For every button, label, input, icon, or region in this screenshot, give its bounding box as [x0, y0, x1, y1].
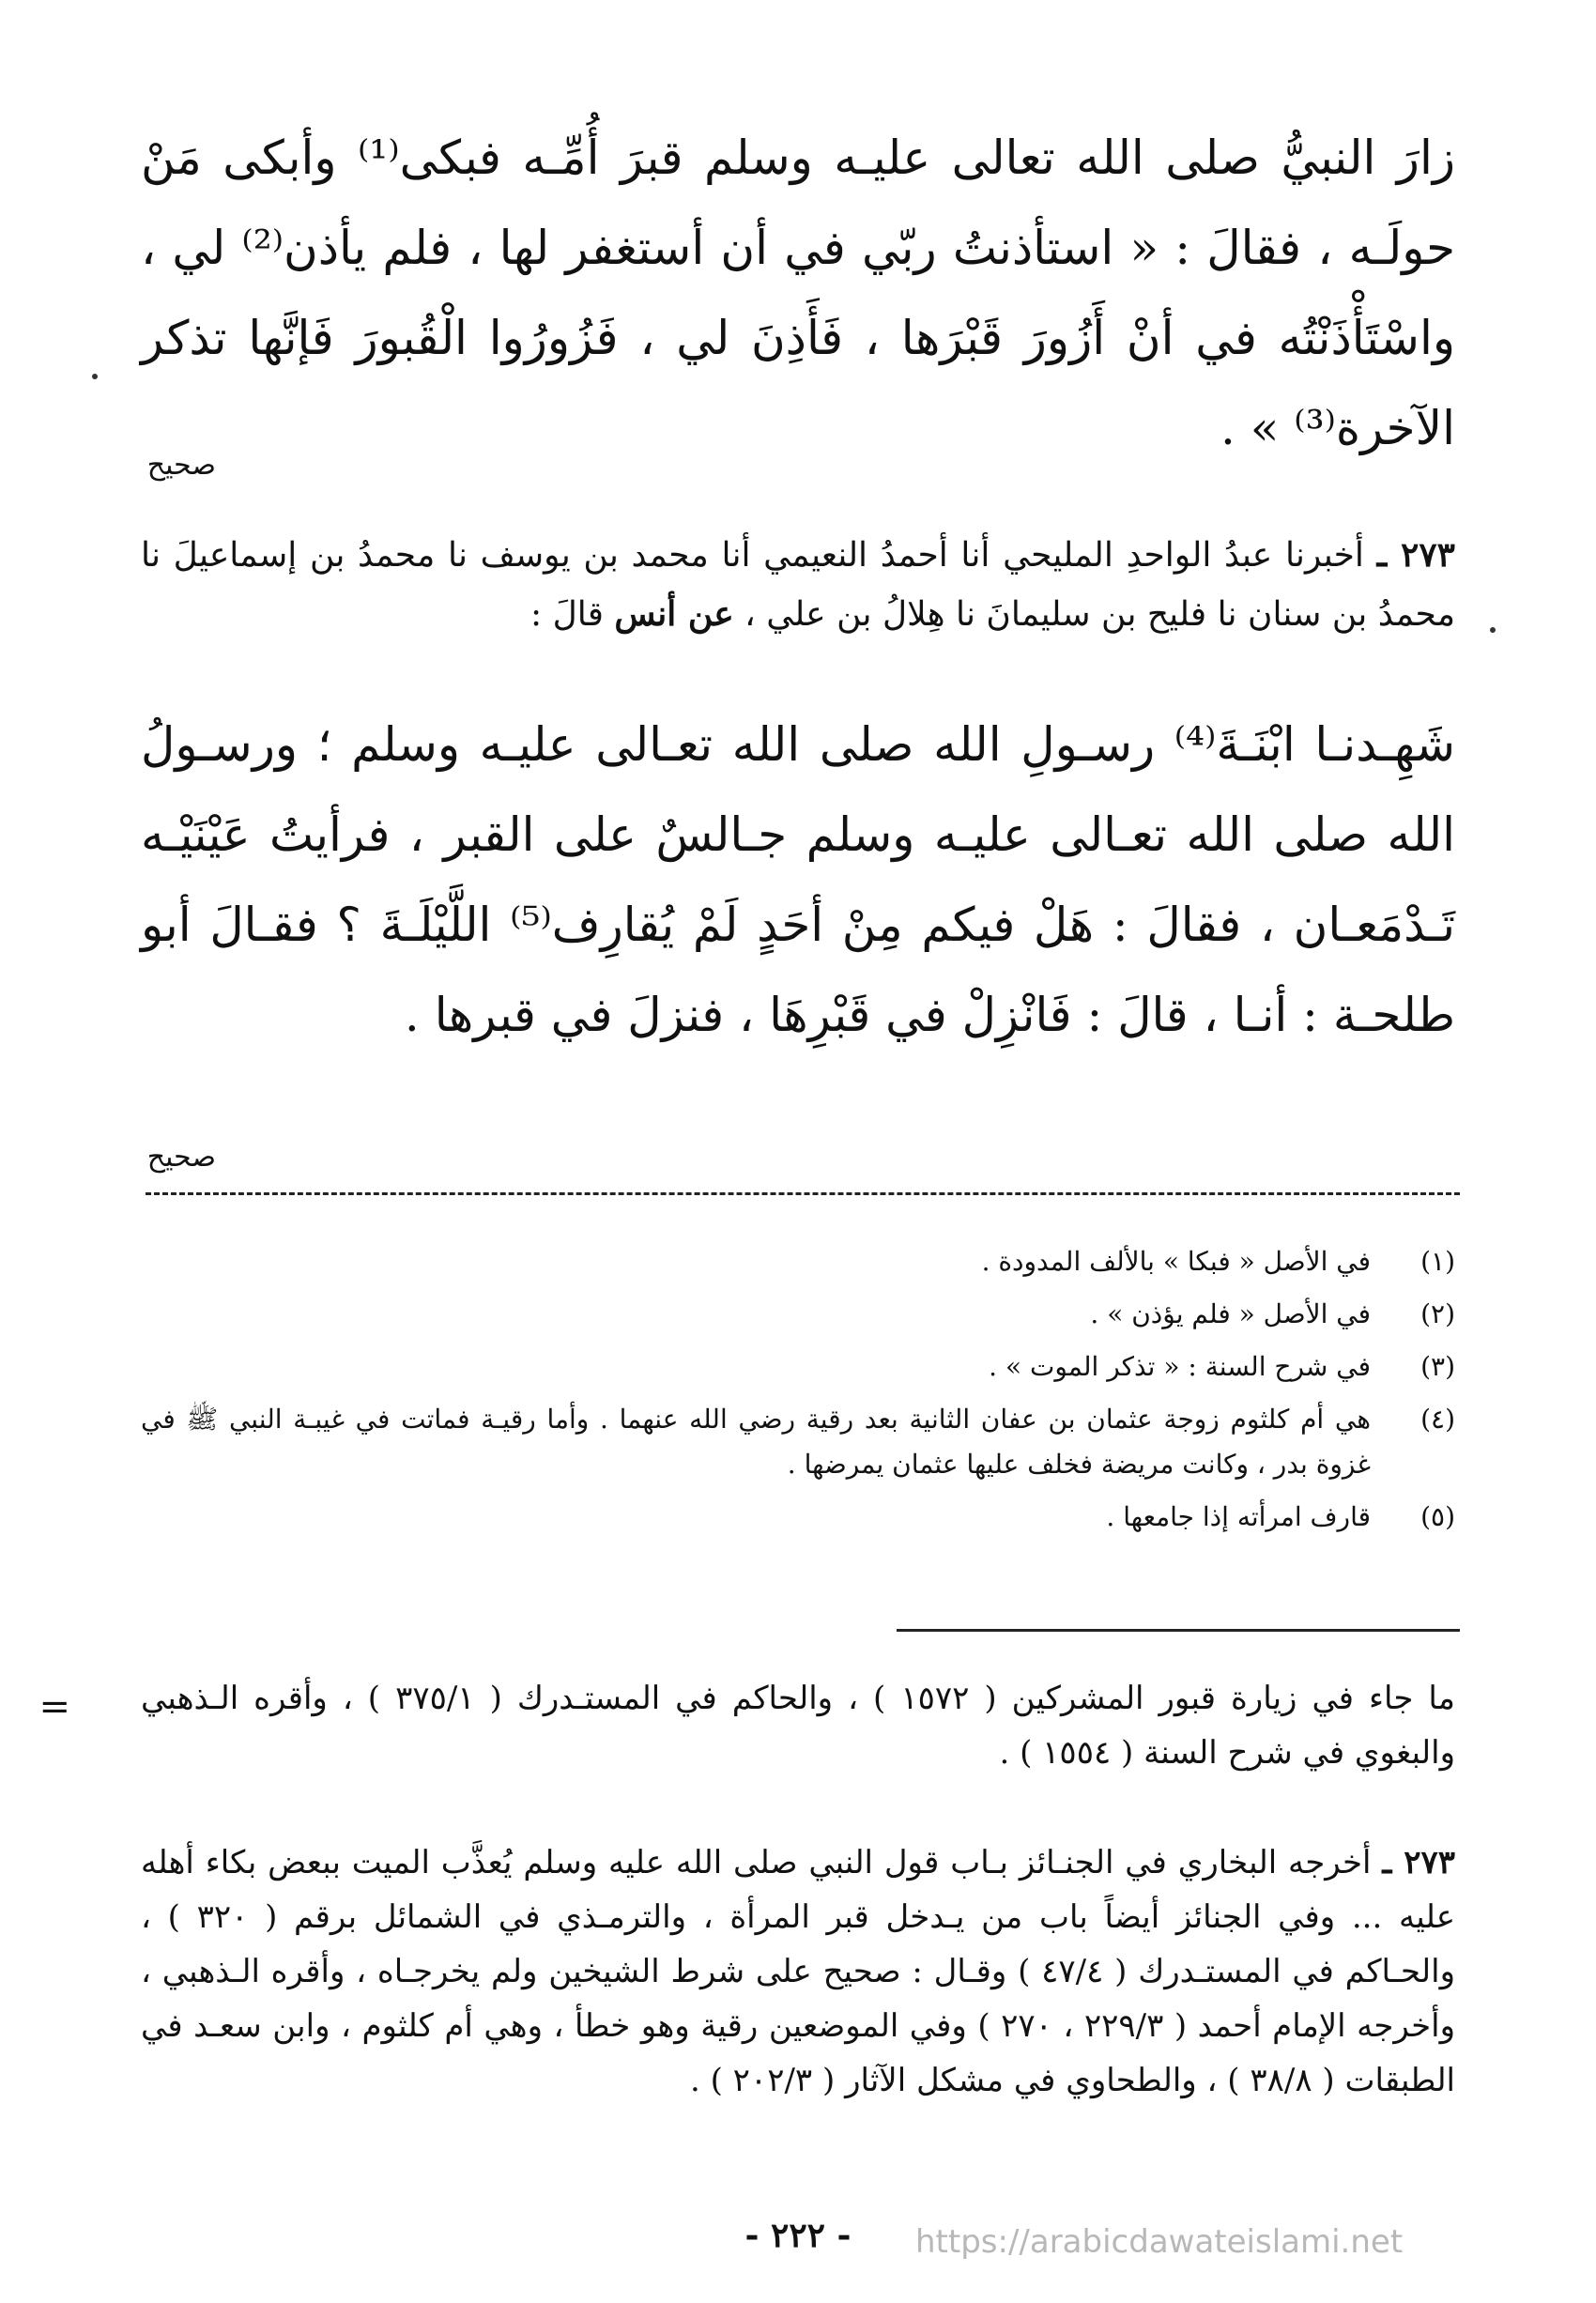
- grade-label: صحيح: [146, 1141, 216, 1174]
- footnote-text: هي أم كلثوم زوجة عثمان بن عفان الثانية بعد رقية رضي الله عنهما . وأما رقيـة فماتت في غيبـة النبي ﷺ في غزوة بدر ، وكانت مريضة فخلف عليها عثمان يمرضها .: [141, 1404, 1371, 1480]
- footnote-text: في الأصل « فلم يؤذن » .: [1090, 1298, 1371, 1329]
- hadith-273-text: شَهِـدنـا ابْنَـةَ⁽⁴⁾ رسـولِ الله صلى الله تعـالى عليـه وسلم ؛ ورسـولُ الله صلى الله تعـالى عليـه وسلم جـالسٌ على القبر ، فرأيتُ عَيْنَيْـه تَـدْمَعـان ، فقالَ : هَلْ فيكم مِنْ أحَدٍ لَمْ يُقارِف⁽⁵⁾ اللَّيْلَـةَ ؟ فقـالَ أبو طلحـة : أنـا ، قالَ : فَانْزِلْ في قَبْرِهَا ، فنزلَ في قبرها .: [141, 717, 1455, 1042]
- margin-dot: [92, 374, 98, 379]
- footnote-text: في الأصل « فبكا » بالألف المدودة .: [981, 1246, 1371, 1277]
- continuation-mark: =: [38, 1685, 70, 1728]
- footnote-item: [141, 1292, 1455, 1337]
- footnote-text: قارف امرأته إذا جامعها .: [1106, 1501, 1371, 1532]
- footnote-number: (١): [1420, 1246, 1455, 1277]
- footnote-number: (٢): [1420, 1298, 1455, 1329]
- takhrij-273: [141, 1835, 1455, 2108]
- takhrij-number: ٢٧٣ ـ: [1382, 1844, 1455, 1881]
- footnote-text: في شرح السنة : « تذكر الموت » .: [989, 1351, 1371, 1382]
- footnote-divider: [146, 1192, 1460, 1195]
- isnad-narrator: عن أنس: [614, 594, 734, 634]
- footnote-number: (٥): [1420, 1501, 1455, 1532]
- hadith-273-isnad: [141, 526, 1455, 644]
- page-number: - ٢٢٢ -: [744, 2216, 852, 2255]
- margin-dot: [1490, 627, 1496, 633]
- isnad-qala: قالَ :: [530, 595, 615, 634]
- takhrij-text: أخرجه البخاري في الجنـائز بـاب قول النبي صلى الله عليه وسلم يُعذَّب الميت ببعض بكاء أهله عليه ... وفي الجنائز أيضاً باب من يـدخل قبر المرأة ، والترمـذي في الشمائل برقم ( ٣٢٠ ) ، والحـاكم في المستـدرك ( ٤٧/٤ ) وقـال : صحيح على شرط الشيخين ولم يخرجـاه ، وأقره الـذهبي ، وأخرجه الإمام أحمد ( ٢٢٩/٣ ، ٢٧٠ ) وفي الموضعين رقية وهو خطأ ، وهي أم كلثوم ، وابن سعـد في الطبقات ( ٣٨/٨ ) ، والطحاوي في مشكل الآثار ( ٢٠٢/٣ ) .: [141, 1844, 1456, 2099]
- footnote-item: [141, 1239, 1455, 1284]
- footnote-item: [141, 1397, 1455, 1487]
- footnote-item: [141, 1344, 1455, 1389]
- takhrij-divider: [897, 1629, 1460, 1632]
- isnad-chain: أخبرنا عبدُ الواحدِ المليحي أنا أحمدُ النعيمي أنا محمد بن يوسف نا محمدُ بن إسماعيلَ نا محمدُ بن سنان نا فليح بن سليمانَ نا هِلالُ بن علي ،: [141, 536, 1455, 634]
- takhrij-prev-text: ما جاء في زيارة قبور المشركين ( ١٥٧٢ ) ، والحاكم في المستـدرك ( ٣٧٥/١ ) ، وأقره الـذهبي والبغوي في شرح السنة ( ١٥٥٤ ) .: [141, 1680, 1455, 1772]
- footnote-item: [141, 1495, 1455, 1540]
- grade-label: صحيح: [146, 449, 216, 482]
- footnote-number: (٣): [1420, 1351, 1455, 1382]
- hadith-number: ٢٧٣ ـ: [1376, 535, 1455, 575]
- footnote-number: (٤): [1420, 1404, 1455, 1435]
- hadith-272-text: زارَ النبيُّ صلى الله تعالى عليـه وسلم قبرَ أُمِّـه فبكى⁽¹⁾ وأبكى مَنْ حولَـه ، فقالَ : « استأذنتُ ربّي في أن أستغفر لها ، فلم يأذن⁽²⁾ لي ، واسْتَأْذَنْتُه في أنْ أَزُورَ قَبْرَها ، فَأَذِنَ لي ، فَزُورُوا الْقُبورَ فَإنَّها تذكر الآخرة⁽³⁾ » .: [141, 131, 1455, 455]
- watermark-url: https://arabicdawateislami.net: [915, 2223, 1404, 2261]
- footnotes-list: [141, 1239, 1455, 1547]
